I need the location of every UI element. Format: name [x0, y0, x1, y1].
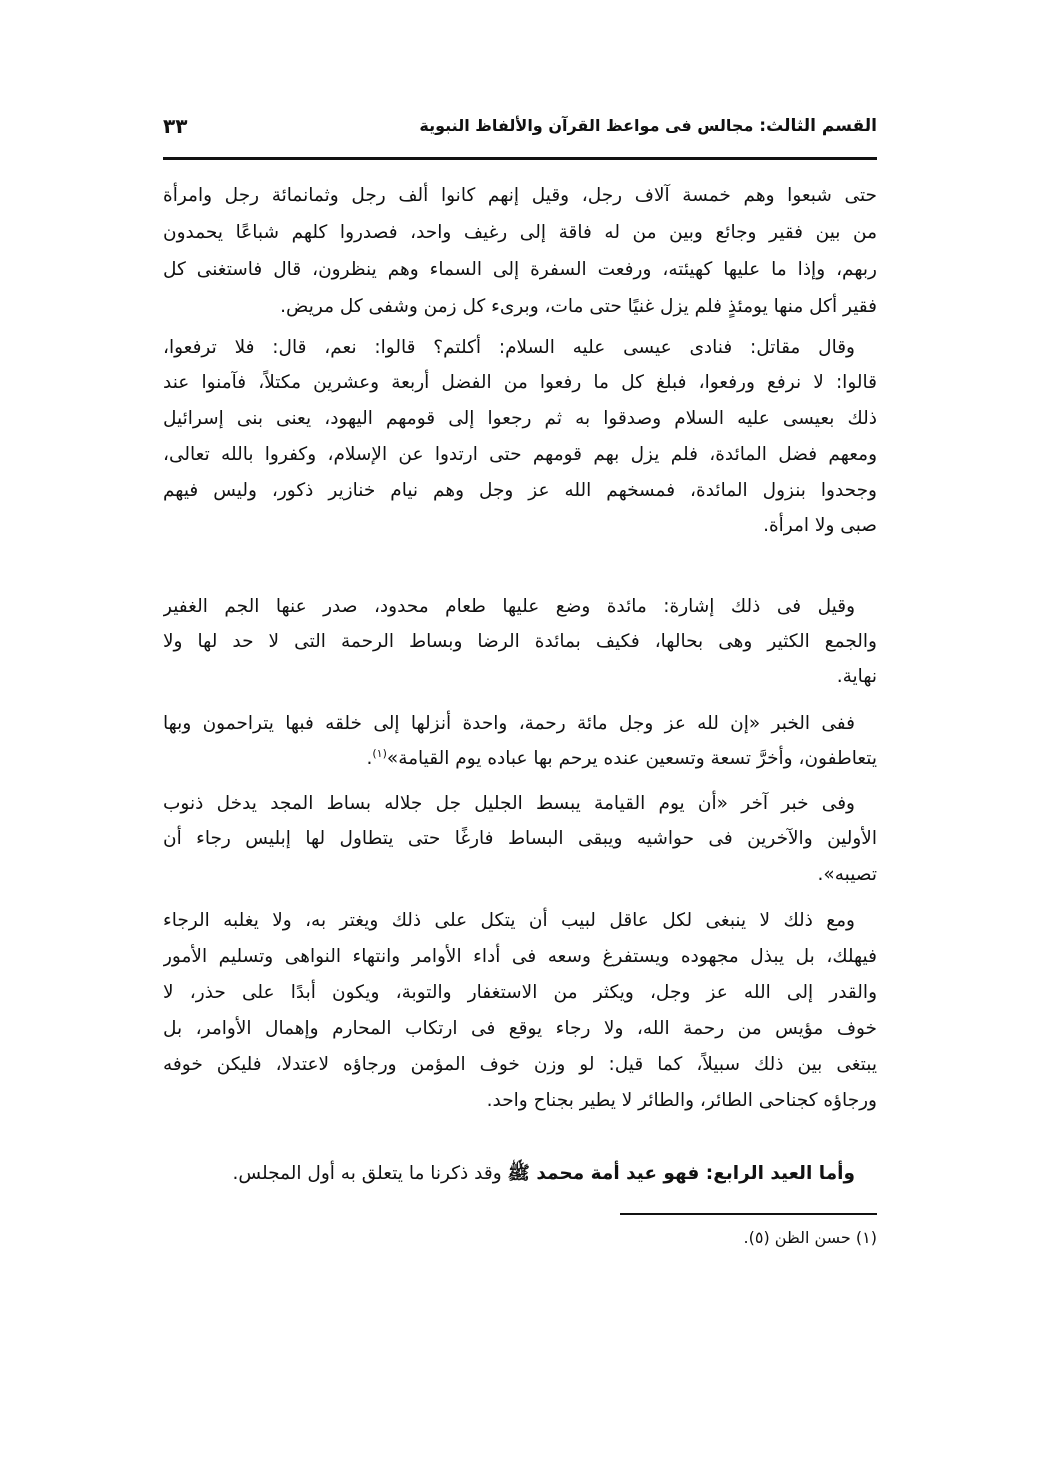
- closing-bold: وأما العيد الرابع: فهو عيد أمة محمد ﷺ: [507, 1163, 855, 1184]
- text-line: [163, 590, 877, 624]
- text-line: [163, 179, 877, 213]
- closing-normal: وقد ذكرنا ما يتعلق به أول المجلس.: [232, 1163, 502, 1184]
- text-line: [163, 509, 877, 543]
- line-text: وقيل فى ذلك إشارة: مائدة وضع عليها طعام محدود، صدر عنها الجم الغفير: [163, 596, 855, 617]
- text-line: [163, 707, 877, 741]
- line-tail: .: [366, 748, 373, 769]
- text-line: [163, 331, 877, 365]
- header-section: القسم الثالث: [766, 116, 877, 136]
- line-text: والقدر إلى الله عز وجل، ويكثر من الاستغفار والتوبة، ويكون أبدًا على حذر، لا: [163, 982, 877, 1003]
- text-line: [163, 1048, 877, 1082]
- line-text: ذلك بعيسى عليه السلام وصدقوا به ثم رجعوا إلى قومهم اليهود، يعنى بنى إسرائيل: [163, 408, 877, 429]
- text-line: [163, 474, 877, 508]
- line-text: من بين فقير وجائع وبين من له فاقة إلى رغيف واحد، فصدروا كلهم شباعًا يحمدون: [163, 222, 877, 243]
- text-line: [163, 742, 877, 776]
- text-line: [163, 940, 877, 974]
- header-rule: [163, 157, 877, 160]
- text-line: [163, 1084, 877, 1118]
- text-line: [163, 787, 877, 821]
- footnote-rule: [620, 1213, 877, 1215]
- text-line: [163, 290, 877, 324]
- text-line: [163, 660, 877, 694]
- line-text: صبى ولا امرأة.: [763, 515, 877, 536]
- text-line: [163, 858, 877, 892]
- line-text: نهاية.: [836, 666, 877, 687]
- text-line: [163, 402, 877, 436]
- header-title: القسم الثالث: مجالس فى مواعظ القرآن والألفاظ النبوية: [419, 116, 877, 136]
- closing-line: [163, 1157, 877, 1191]
- line-text: حتى شبعوا وهم خمسة آلاف رجل، وقيل إنهم كانوا ألف رجل وثمانمائة رجل وامرأة: [163, 185, 877, 206]
- line-text: ربهم، وإذا ما عليها كهيئته، ورفعت السفرة إلى السماء وهم ينظرون، قال فاستغنى كل: [163, 259, 877, 280]
- running-header: [163, 112, 877, 146]
- line-text: والجمع الكثير وهى بحالها، فكيف بمائدة الرضا وبساط الرحمة التى لا حد لها ولا: [163, 631, 877, 652]
- line-text: خوف مؤيس من رحمة الله، ولا رجاء يوقع فى ارتكاب المحارم وإهمال الأوامر، بل: [163, 1018, 877, 1039]
- text-line: [163, 438, 877, 472]
- line-text: فقير أكل منها يومئذٍ فلم يزل غنيًا حتى مات، وبرىء كل زمن وشفى كل مريض.: [280, 296, 877, 317]
- line-text: وفى خبر آخر «أن يوم القيامة يبسط الجليل جل جلاله بساط المجد يدخل ذنوب: [163, 793, 855, 814]
- line-text: وقال مقاتل: فنادى عيسى عليه السلام: أكلتم؟ قالوا: نعم، قال: فلا ترفعوا،: [163, 337, 855, 358]
- line-text: تصيبه».: [817, 864, 877, 885]
- line-text: ففى الخبر «إن لله عز وجل مائة رحمة، واحدة أنزلها إلى خلقه فبها يتراحمون وبها: [163, 713, 855, 734]
- line-text: يبتغى بين ذلك سبيلاً، كما قيل: لو وزن خوف المؤمن ورجاؤه لاعتدلا، فليكن خوفه: [163, 1054, 877, 1075]
- footnote-ref[interactable]: (١): [372, 746, 387, 760]
- text-line: [163, 216, 877, 250]
- text-line: [163, 904, 877, 938]
- line-text: ومع ذلك لا ينبغى لكل عاقل لبيب أن يتكل على ذلك ويغتر به، ولا يغلبه الرجاء: [163, 910, 855, 931]
- text-line: [163, 366, 877, 400]
- line-text: قالوا: لا نرفع ورفعوا، فبلغ كل ما رفعوا من الفضل أربعة وعشرين مكتلاً، فآمنوا عند: [163, 372, 877, 393]
- text-line: [163, 625, 877, 659]
- line-text: الأولين والآخرين فى حواشيه ويبقى البساط فارغًا حتى يتطاول لها إبليس رجاء أن: [163, 828, 877, 849]
- line-text: فيهلك، بل يبذل مجهوده ويستفرغ وسعه فى أداء الأوامر وانتهاء النواهى وتسليم الأمور: [163, 946, 877, 967]
- line-text: ورجاؤه كجناحى الطائر، والطائر لا يطير بجناح واحد.: [486, 1090, 877, 1111]
- text-line: [163, 253, 877, 287]
- text-line: [163, 822, 877, 856]
- page-number: ٣٣: [163, 114, 188, 138]
- text-line: [163, 1012, 877, 1046]
- footnote: (١) حسن الظن (٥).: [743, 1228, 877, 1247]
- line-text: ومعهم فضل المائدة، فلم يزل بهم قومهم حتى ارتدوا عن الإسلام، وكفروا بالله تعالى،: [163, 444, 877, 465]
- line-text: يتعاطفون، وأخرَّ تسعة وتسعين عنده يرحم بها عباده يوم القيامة»: [386, 748, 877, 769]
- text-line: [163, 976, 877, 1010]
- line-text: وجحدوا بنزول المائدة، فمسخهم الله عز وجل وهم نيام خنازير ذكور، وليس فيهم: [163, 480, 877, 501]
- header-book-title: مجالس فى مواعظ القرآن والألفاظ النبوية: [419, 116, 754, 135]
